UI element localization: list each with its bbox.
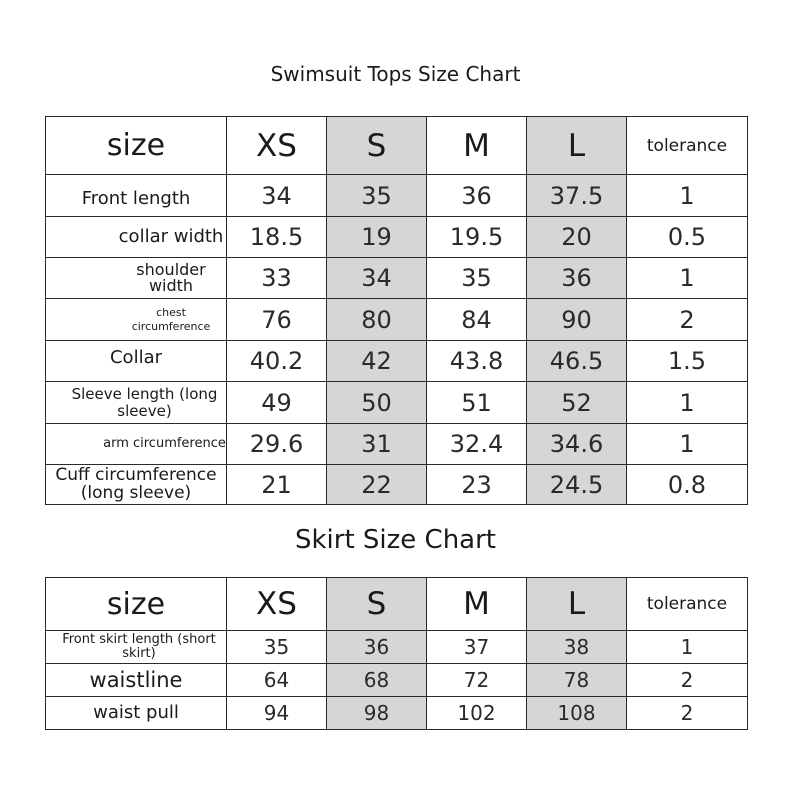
cell-tolerance: 0.5: [627, 217, 748, 258]
header-s: S: [327, 117, 427, 175]
table-row: [46, 664, 748, 697]
table-row: [46, 341, 748, 382]
skirt-chart-title: Skirt Size Chart: [294, 525, 497, 555]
row-label: Front length: [46, 175, 227, 217]
cell-s: 35: [327, 175, 427, 217]
cell-l: 52: [527, 382, 627, 424]
table-row: [46, 697, 748, 730]
header-xs: XS: [227, 578, 327, 631]
cell-xs: 35: [227, 631, 327, 664]
row-label: Collar: [46, 341, 227, 382]
header-tolerance: tolerance: [627, 578, 748, 631]
cell-l: 78: [527, 664, 627, 697]
cell-m: 19.5: [427, 217, 527, 258]
cell-tolerance: 1: [627, 424, 748, 465]
cell-l: 108: [527, 697, 627, 730]
header-l: L: [527, 117, 627, 175]
table-row: [46, 217, 748, 258]
header-m: M: [427, 578, 527, 631]
cell-m: 35: [427, 258, 527, 299]
cell-xs: 18.5: [227, 217, 327, 258]
cell-m: 51: [427, 382, 527, 424]
table-row: [46, 175, 748, 217]
cell-l: 38: [527, 631, 627, 664]
row-label: waist pull: [46, 697, 227, 730]
header-l: L: [527, 578, 627, 631]
table-row: [46, 424, 748, 465]
cell-m: 23: [427, 465, 527, 505]
cell-m: 36: [427, 175, 527, 217]
cell-xs: 33: [227, 258, 327, 299]
cell-m: 102: [427, 697, 527, 730]
row-label: arm circumference: [46, 424, 227, 465]
cell-tolerance: 1: [627, 175, 748, 217]
cell-s: 22: [327, 465, 427, 505]
row-label: chest circumference: [46, 299, 227, 341]
cell-s: 42: [327, 341, 427, 382]
table-row: [46, 631, 748, 664]
header-size: size: [46, 578, 227, 631]
cell-l: 20: [527, 217, 627, 258]
cell-m: 32.4: [427, 424, 527, 465]
cell-xs: 29.6: [227, 424, 327, 465]
header-s: S: [327, 578, 427, 631]
cell-s: 68: [327, 664, 427, 697]
cell-l: 37.5: [527, 175, 627, 217]
row-label: waistline: [46, 664, 227, 697]
cell-s: 80: [327, 299, 427, 341]
cell-s: 36: [327, 631, 427, 664]
cell-tolerance: 0.8: [627, 465, 748, 505]
cell-l: 34.6: [527, 424, 627, 465]
cell-xs: 94: [227, 697, 327, 730]
cell-l: 46.5: [527, 341, 627, 382]
row-label: shoulder width: [46, 258, 227, 299]
cell-s: 98: [327, 697, 427, 730]
table-row: [46, 258, 748, 299]
cell-xs: 76: [227, 299, 327, 341]
row-label: collar width: [46, 217, 227, 258]
cell-tolerance: 1: [627, 631, 748, 664]
table-header-row: [46, 117, 748, 175]
cell-xs: 49: [227, 382, 327, 424]
header-size: size: [46, 117, 227, 175]
table-row: [46, 382, 748, 424]
skirt-size-table: [45, 577, 748, 730]
cell-s: 31: [327, 424, 427, 465]
cell-tolerance: 1.5: [627, 341, 748, 382]
row-label: Cuff circumference (long sleeve): [46, 465, 227, 505]
table-row: [46, 465, 748, 505]
cell-s: 19: [327, 217, 427, 258]
cell-xs: 64: [227, 664, 327, 697]
cell-m: 72: [427, 664, 527, 697]
table-header-row: [46, 578, 748, 631]
cell-m: 37: [427, 631, 527, 664]
header-tolerance: tolerance: [627, 117, 748, 175]
cell-tolerance: 2: [627, 697, 748, 730]
table-row: [46, 299, 748, 341]
cell-s: 50: [327, 382, 427, 424]
cell-m: 84: [427, 299, 527, 341]
cell-tolerance: 2: [627, 299, 748, 341]
cell-tolerance: 2: [627, 664, 748, 697]
cell-s: 34: [327, 258, 427, 299]
cell-tolerance: 1: [627, 382, 748, 424]
tops-size-table: [45, 116, 748, 505]
row-label: Front skirt length (short skirt): [46, 631, 227, 664]
cell-l: 90: [527, 299, 627, 341]
cell-l: 36: [527, 258, 627, 299]
tops-chart-title: Swimsuit Tops Size Chart: [270, 62, 521, 86]
cell-l: 24.5: [527, 465, 627, 505]
cell-xs: 40.2: [227, 341, 327, 382]
header-xs: XS: [227, 117, 327, 175]
cell-xs: 34: [227, 175, 327, 217]
cell-xs: 21: [227, 465, 327, 505]
cell-m: 43.8: [427, 341, 527, 382]
row-label: Sleeve length (long sleeve): [46, 382, 227, 424]
cell-tolerance: 1: [627, 258, 748, 299]
header-m: M: [427, 117, 527, 175]
